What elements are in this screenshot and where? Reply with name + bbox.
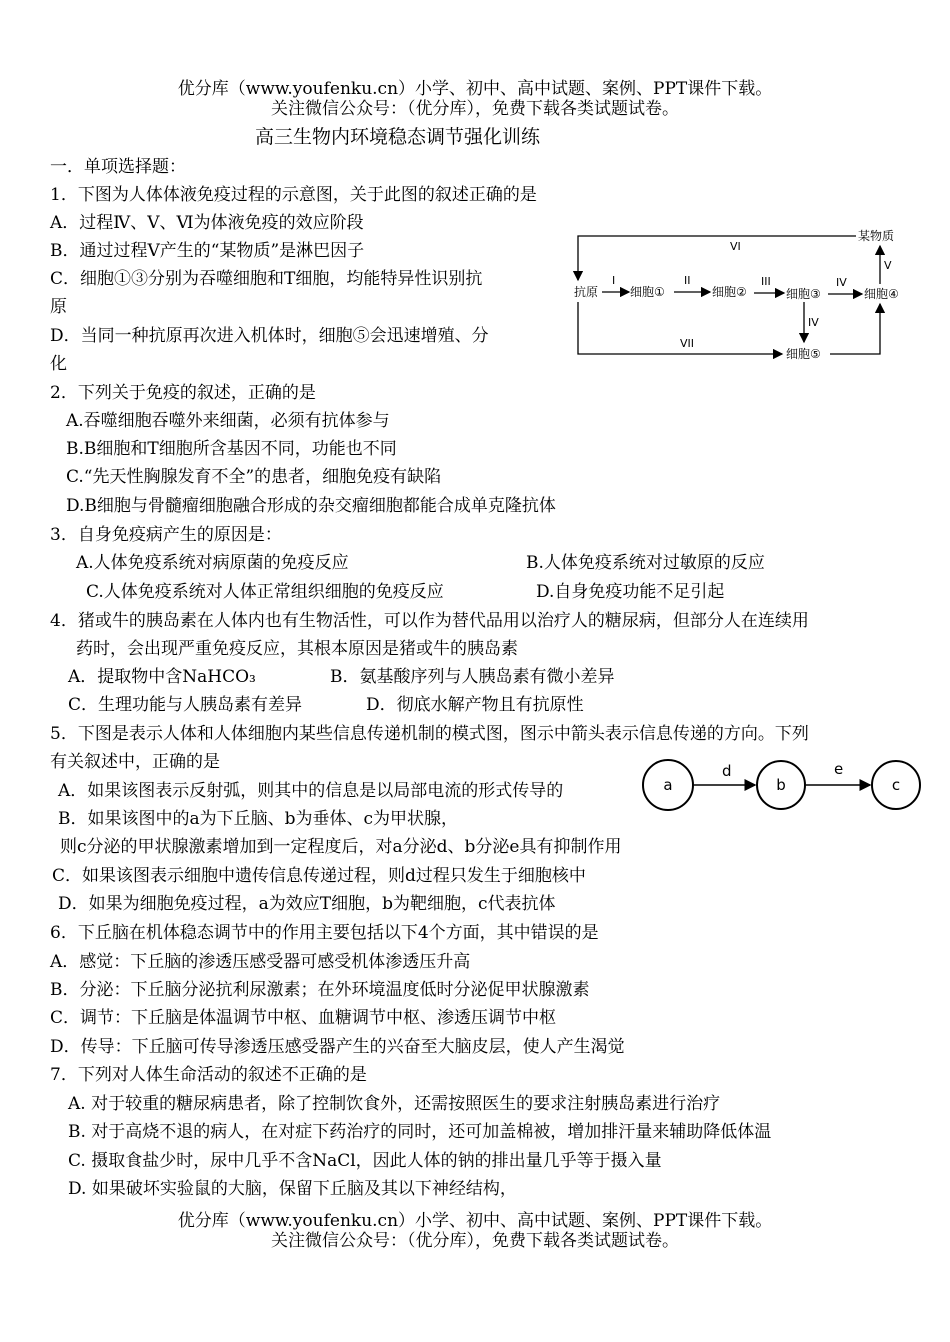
q6-option-d: D．传导：下丘脑可传导渗透压感受器产生的兴奋至大脑皮层，使人产生渴觉 [50, 1037, 625, 1057]
q7-option-d: D. 如果破坏实验鼠的大脑，保留下丘脑及其以下神经结构， [68, 1179, 517, 1199]
q4-stem-cont: 药时，会出现严重免疫反应，其根本原因是猪或牛的胰岛素 [76, 639, 518, 659]
node-cell-4: 细胞④ [864, 287, 899, 301]
q3-option-c: C.人体免疫系统对人体正常组织细胞的免疫反应 [86, 582, 444, 602]
q7-option-a: A. 对于较重的糖尿病患者，除了控制饮食外，还需按照医生的要求注射胰岛素进行治疗 [68, 1094, 721, 1114]
node-c-label: c [891, 776, 901, 794]
node-b-label: b [776, 776, 786, 794]
q4-option-c: C．生理功能与人胰岛素有差异 [68, 695, 303, 715]
footer-line-1: 优分库（www.youfenku.cn）小学、初中、高中试题、案例、PPT课件下载。 [177, 1211, 773, 1231]
label-VI: VI [730, 240, 741, 253]
q5-option-d: D．如果为细胞免疫过程，a为效应T细胞，b为靶细胞，c代表抗体 [58, 894, 556, 914]
node-a-label: a [663, 776, 673, 794]
q1-option-c-cont: 原 [50, 297, 67, 317]
signal-transmission-diagram [636, 754, 924, 816]
label-I: I [612, 274, 616, 287]
node-substance: 某物质 [858, 229, 895, 243]
section-heading: 一．单项选择题： [50, 157, 186, 177]
arrow-cell5-to-cell4 [830, 304, 880, 354]
label-VII: VII [680, 337, 695, 350]
q1-stem: 1．下图为人体体液免疫过程的示意图，关于此图的叙述正确的是 [50, 185, 537, 205]
q4-option-a: A．提取物中含NaHCO₃ [68, 667, 256, 687]
q6-option-a: A．感觉：下丘脑的渗透压感受器可感受机体渗透压升高 [50, 952, 471, 972]
q2-option-a: A.吞噬细胞吞噬外来细菌，必须有抗体参与 [66, 411, 390, 431]
document-title: 高三生物内环境稳态调节强化训练 [255, 126, 541, 148]
q7-option-b: B. 对于高烧不退的病人，在对症下药治疗的同时，还可加盖棉被，增加排汗量来辅助降低体温 [68, 1122, 772, 1142]
q7-stem: 7．下列对人体生命活动的叙述不正确的是 [50, 1065, 367, 1085]
node-cell-5: 细胞⑤ [786, 347, 821, 361]
q5-stem-cont: 有关叙述中，正确的是 [50, 752, 220, 772]
header-line-2: 关注微信公众号：（优分库），免费下载各类试题试卷。 [271, 99, 679, 119]
q5-stem: 5．下图是表示人体和人体细胞内某些信息传递机制的模式图，图示中箭头表示信息传递的方向。下列 [50, 724, 809, 744]
node-antigen: 抗原 [574, 285, 599, 299]
q1-option-a: A．过程Ⅳ、Ⅴ、Ⅵ为体液免疫的效应阶段 [50, 213, 364, 233]
q1-option-c: C．细胞①③分别为吞噬细胞和T细胞，均能特异性识别抗 [50, 269, 483, 289]
q5-option-b-cont: 则c分泌的甲状腺激素增加到一定程度后，对a分泌d、b分泌e具有抑制作用 [60, 837, 622, 857]
q1-option-d: D．当同一种抗原再次进入机体时，细胞⑤会迅速增殖、分 [50, 326, 489, 346]
label-IV-down: IV [808, 316, 819, 329]
label-II: II [684, 274, 691, 287]
q5-option-b: B．如果该图中的a为下丘脑、b为垂体、c为甲状腺， [58, 809, 459, 829]
label-III: III [761, 275, 771, 288]
arrow-d-label: d [722, 762, 732, 780]
q6-option-b: B．分泌：下丘脑分泌抗利尿激素；在外环境温度低时分泌促甲状腺激素 [50, 980, 590, 1000]
q2-option-b: B.B细胞和T细胞所含基因不同，功能也不同 [66, 439, 397, 459]
q3-stem: 3．自身免疫病产生的原因是： [50, 525, 282, 545]
q4-option-d: D．彻底水解产物且有抗原性 [366, 695, 584, 715]
q6-stem: 6．下丘脑在机体稳态调节中的作用主要包括以下4个方面，其中错误的是 [50, 923, 599, 943]
node-cell-2: 细胞② [712, 285, 747, 299]
q3-option-a: A.人体免疫系统对病原菌的免疫反应 [76, 553, 349, 573]
q1-option-b: B．通过过程Ⅴ产生的“某物质”是淋巴因子 [50, 241, 365, 261]
arrow-VI [578, 236, 856, 280]
q2-stem: 2．下列关于免疫的叙述，正确的是 [50, 383, 316, 403]
header-line-1: 优分库（www.youfenku.cn）小学、初中、高中试题、案例、PPT课件下载。 [177, 79, 773, 99]
node-cell-3: 细胞③ [786, 287, 821, 301]
q5-option-c: C．如果该图表示细胞中遗传信息传递过程，则d过程只发生于细胞核中 [52, 866, 586, 886]
humoral-immunity-diagram [568, 222, 908, 370]
q5-option-a: A．如果该图表示反射弧，则其中的信息是以局部电流的形式传导的 [58, 781, 564, 801]
q3-option-d: D.自身免疫功能不足引起 [536, 582, 725, 602]
footer-line-2: 关注微信公众号：（优分库），免费下载各类试题试卷。 [271, 1231, 679, 1251]
q4-stem: 4．猪或牛的胰岛素在人体内也有生物活性，可以作为替代品用以治疗人的糖尿病，但部分人在连续用 [50, 611, 809, 631]
q2-option-d: D.B细胞与骨髓瘤细胞融合形成的杂交瘤细胞都能合成单克隆抗体 [66, 496, 556, 516]
q6-option-c: C．调节：下丘脑是体温调节中枢、血糖调节中枢、渗透压调节中枢 [50, 1008, 557, 1028]
node-cell-1: 细胞① [630, 285, 665, 299]
q4-option-b: B．氨基酸序列与人胰岛素有微小差异 [330, 667, 615, 687]
label-V: V [884, 259, 892, 272]
label-IV-right: IV [836, 276, 847, 289]
q2-option-c: C.“先天性胸腺发育不全”的患者，细胞免疫有缺陷 [66, 467, 442, 487]
q7-option-c: C. 摄取食盐少时，尿中几乎不含NaCl，因此人体的钠的排出量几乎等于摄入量 [68, 1151, 662, 1171]
q1-option-d-cont: 化 [50, 354, 67, 374]
arrow-e-label: e [834, 760, 844, 778]
q3-option-b: B.人体免疫系统对过敏原的反应 [526, 553, 765, 573]
